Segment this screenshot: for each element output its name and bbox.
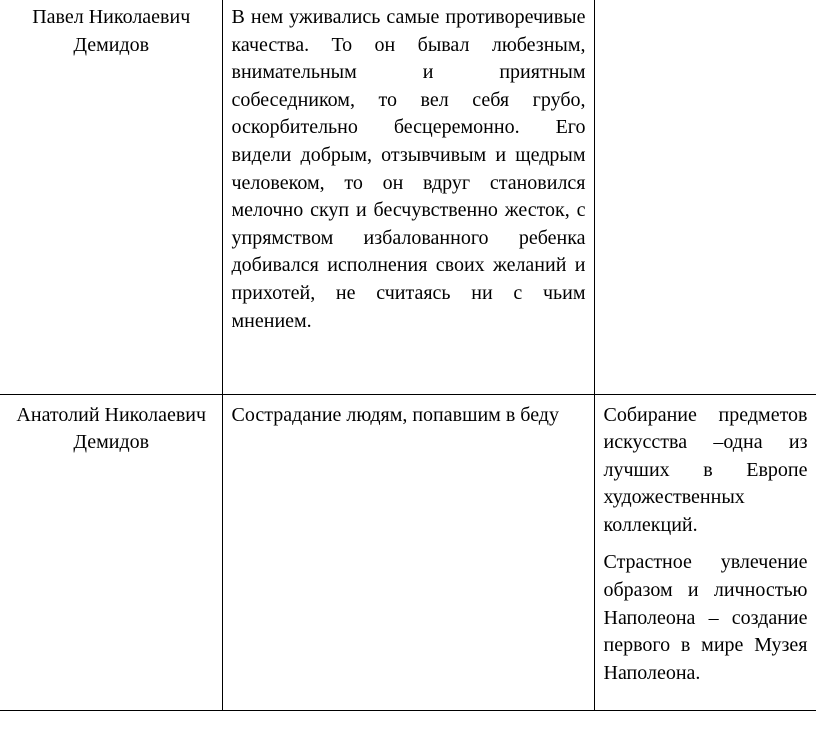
table-row	[0, 394, 816, 710]
person-name-first-line: Анатолий Николаевич	[16, 403, 207, 426]
person-hobby-paragraph-1: Собирание предметов искусства –одна из лучших в Европе художественных коллекций.	[603, 403, 808, 536]
person-name-cell	[0, 0, 222, 394]
person-hobby-cell	[594, 0, 816, 394]
person-qualities-cell	[222, 0, 594, 394]
person-hobby-cell	[594, 394, 816, 710]
person-qualities-text: В нем уживались самые противоречивые качества. То он бывал любезным, внимательным и приятным собеседником, то вел себя грубо, оскорбительно бесцеремонно. Его видели добрым, отзывчивым и щедрым человеком, то он вдруг становился мелочно скуп и бесчувственно жесток, с упрямством избалованного ребенка добивался исполнения своих желаний и прихотей, не считаясь ни с чьим мнением.	[231, 6, 586, 332]
person-name-last-line: Демидов	[73, 431, 150, 454]
person-name-cell	[0, 394, 222, 710]
person-name-first-line: Павел Николаевич	[32, 6, 191, 28]
person-qualities-text: Сострадание людям, попавшим в беду	[231, 403, 559, 426]
person-hobby-paragraph-2: Страстное увлечение образом и личностью Наполеона – создание первого в мире Музея Наполеона.	[603, 551, 808, 684]
person-name-last-line: Демидов	[73, 33, 150, 56]
person-qualities-cell	[222, 394, 594, 710]
